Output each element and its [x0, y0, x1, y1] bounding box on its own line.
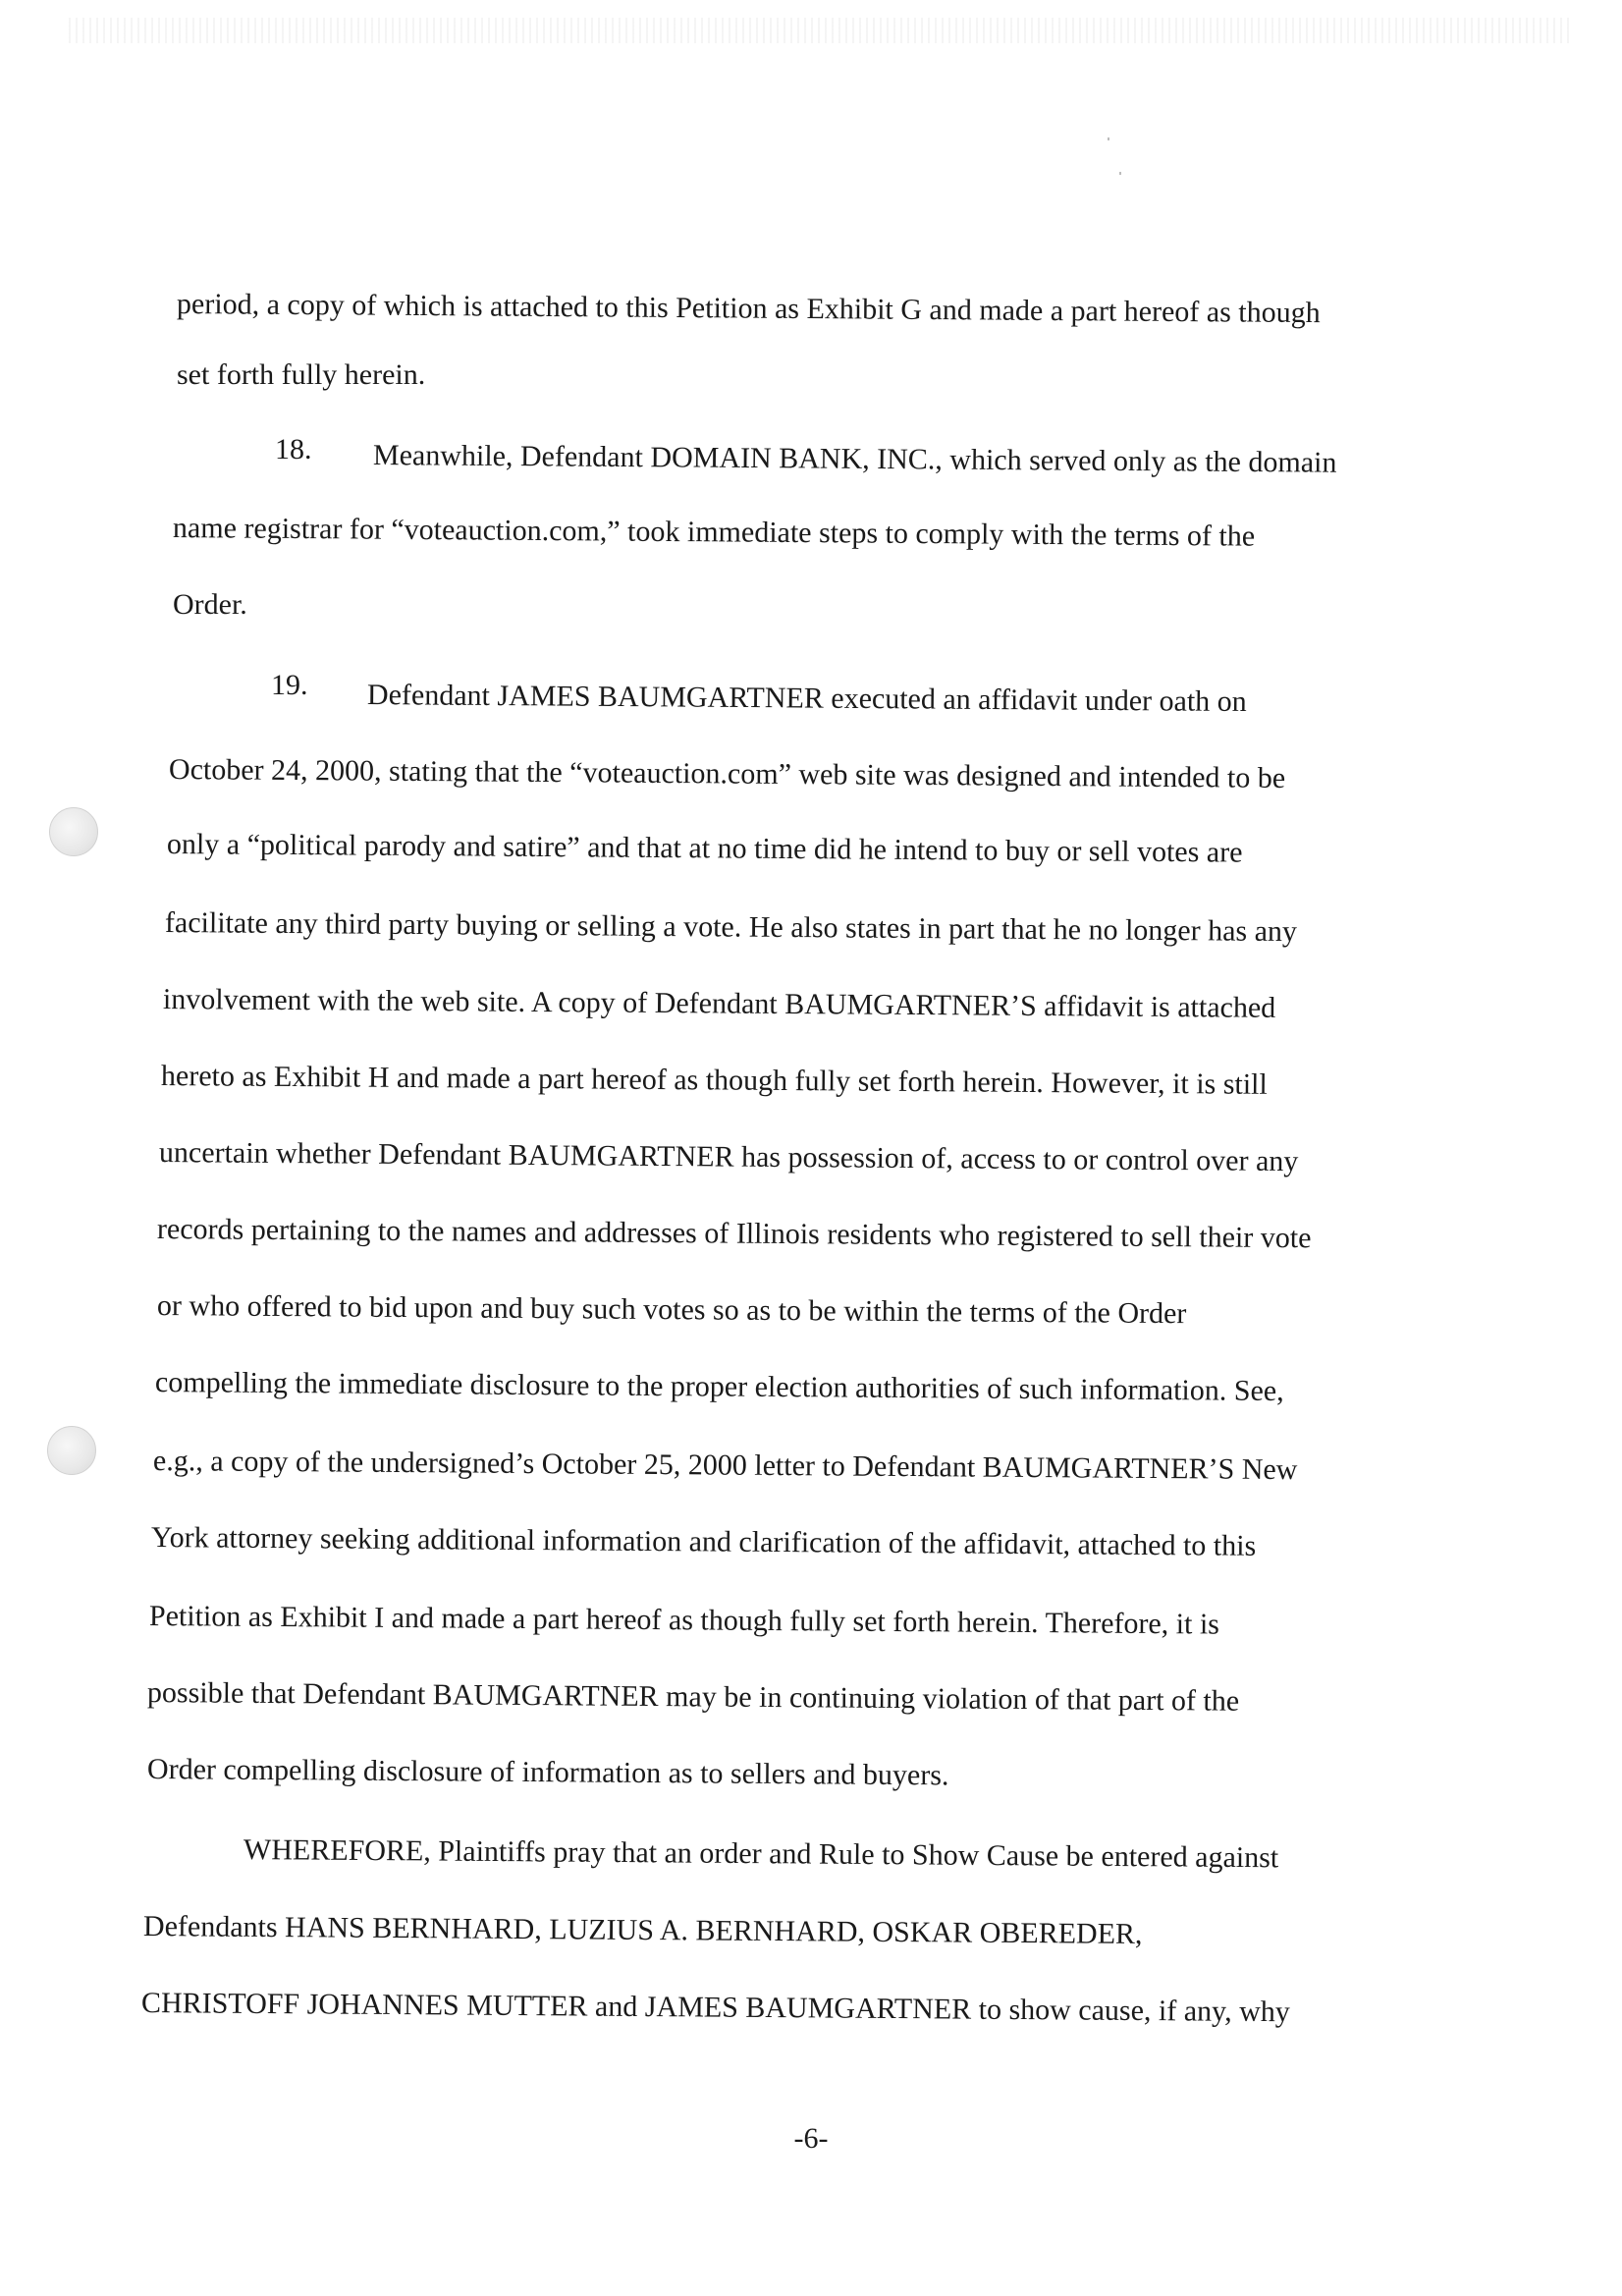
punch-hole — [49, 807, 98, 856]
text-line: set forth fully herein. — [177, 358, 426, 391]
text-line: name registrar for “voteauction.com,” took immediate steps to comply with the terms of the — [172, 512, 1256, 553]
text-line: e.g., a copy of the undersigned’s October 25, 2000 letter to Defendant BAUMGARTNER’S New — [152, 1445, 1298, 1487]
text-line: Petition as Exhibit I and made a part hereof as though fully set forth herein. Therefore, it is — [148, 1600, 1220, 1641]
text-line: Defendants HANS BERNHARD, LUZIUS A. BERNHARD, OSKAR OBEREDER, — [142, 1910, 1143, 1950]
text-line: hereto as Exhibit H and made a part hereof as though fully set forth herein. However, it is still — [160, 1060, 1268, 1101]
text-line: WHEREFORE, Plaintiffs pray that an order and Rule to Show Cause be entered against — [243, 1833, 1279, 1875]
text-line: or who offered to bid upon and buy such votes so as to be within the terms of the Order — [156, 1289, 1187, 1331]
text-line: facilitate any third party buying or selling a vote. He also states in part that he no longer has any — [164, 906, 1298, 949]
paragraph-number: 18. — [275, 433, 312, 465]
scan-artifact-strip — [69, 18, 1571, 43]
text-line: CHRISTOFF JOHANNES MUTTER and JAMES BAUMGARTNER to show cause, if any, why — [140, 1987, 1290, 2029]
text-line: Meanwhile, Defendant DOMAIN BANK, INC., which served only as the domain — [372, 439, 1337, 479]
punch-hole — [47, 1426, 96, 1475]
text-line: compelling the immediate disclosure to the proper election authorities of such information. See, — [154, 1366, 1284, 1408]
text-line: involvement with the web site. A copy of Defendant BAUMGARTNER’S affidavit is attached — [162, 983, 1276, 1024]
text-line: Order. — [173, 588, 247, 621]
text-line: uncertain whether Defendant BAUMGARTNER has possession of, access to or control over any — [158, 1136, 1299, 1178]
page-number: -6- — [793, 2122, 829, 2155]
text-line: Defendant JAMES BAUMGARTNER executed an affidavit under oath on — [366, 679, 1247, 719]
text-line: October 24, 2000, stating that the “voteauction.com” web site was designed and intended to be — [168, 753, 1286, 794]
text-line: Order compelling disclosure of information as to sellers and buyers. — [146, 1753, 949, 1792]
text-line: period, a copy of which is attached to this Petition as Exhibit G and made a part hereof as though — [176, 288, 1321, 330]
scan-speck — [1119, 172, 1121, 175]
paragraph-number: 19. — [271, 669, 308, 701]
scan-speck — [1108, 137, 1109, 140]
text-line: possible that Defendant BAUMGARTNER may be in continuing violation of that part of the — [146, 1676, 1240, 1718]
text-line: York attorney seeking additional information and clarification of the affidavit, attached to this — [150, 1521, 1257, 1562]
text-line: records pertaining to the names and addresses of Illinois residents who registered to sell their vote — [156, 1213, 1312, 1255]
text-line: only a “political parody and satire” and that at no time did he intend to buy or sell votes are — [166, 828, 1243, 869]
